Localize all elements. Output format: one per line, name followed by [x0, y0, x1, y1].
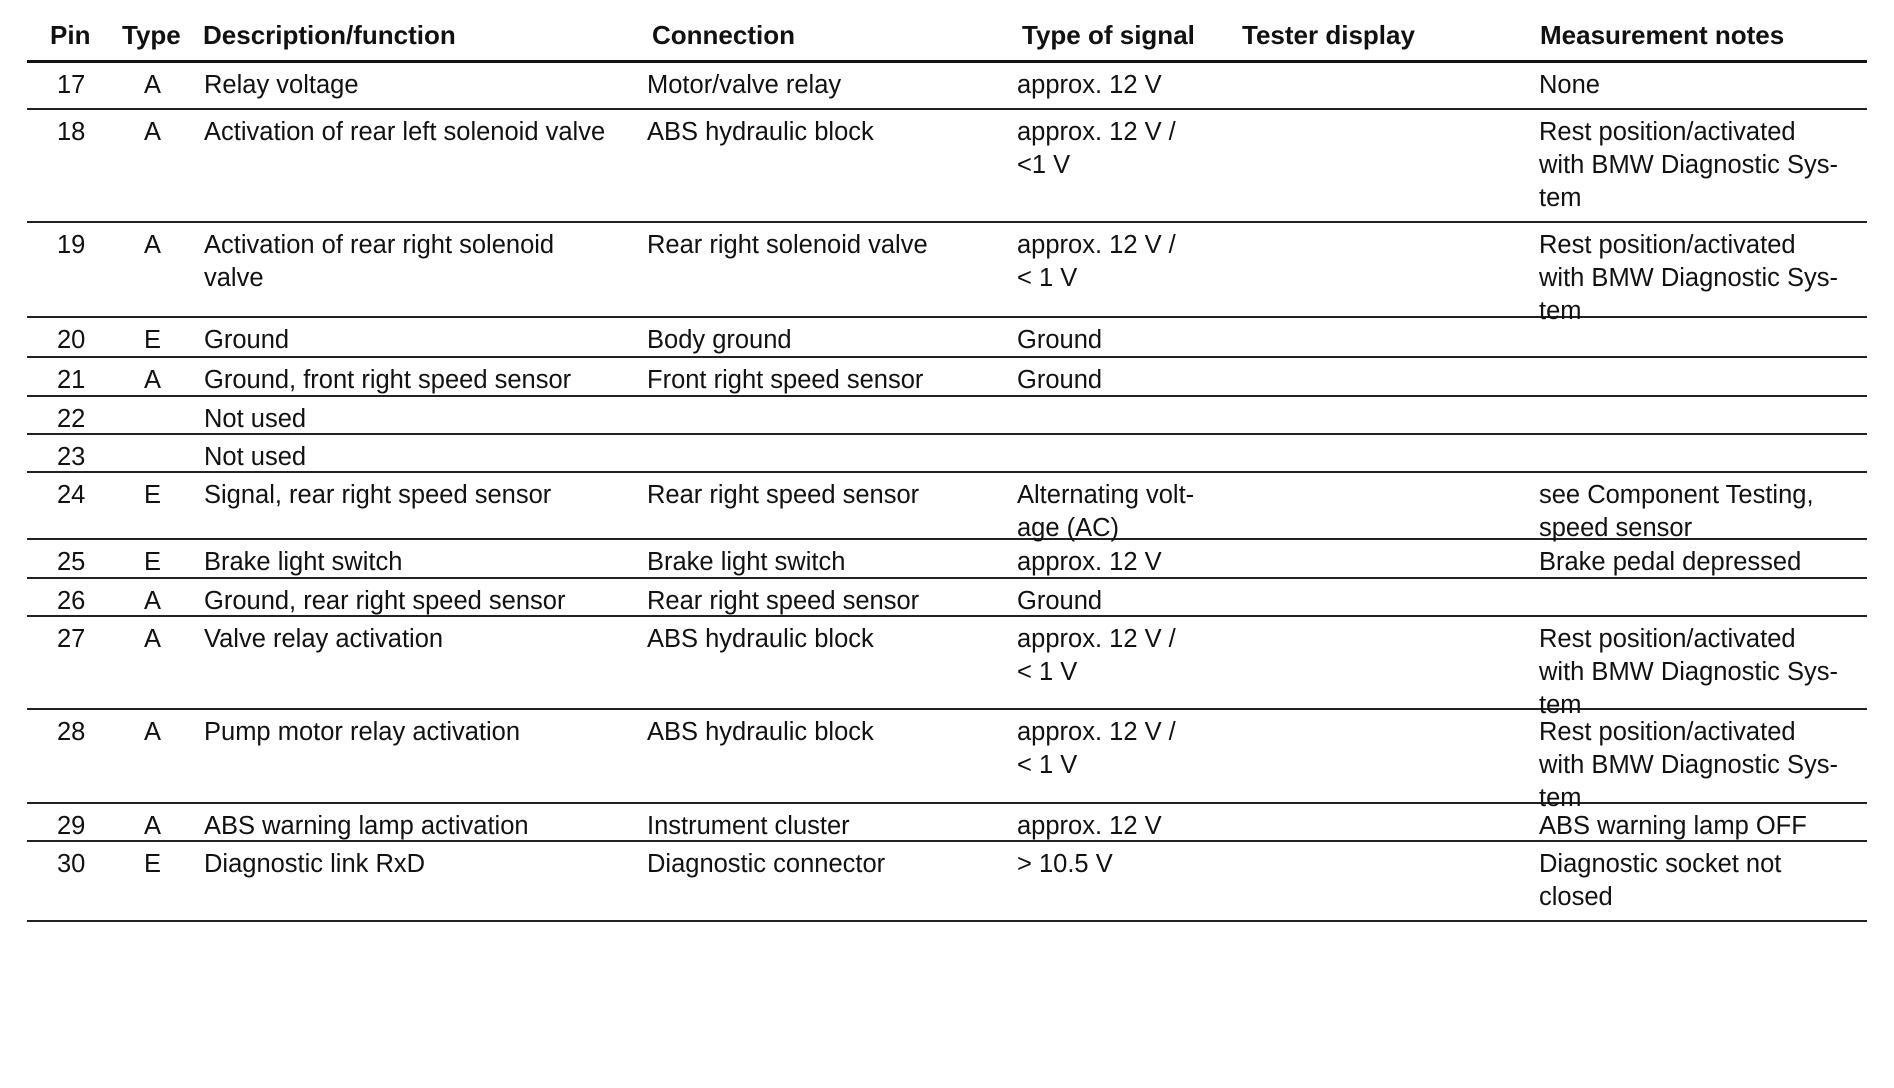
- cell-description: Activation of rear right solenoid valve: [204, 231, 555, 292]
- header-measurement-notes: Measurement notes: [1540, 20, 1785, 50]
- cell-measurement-notes: see Component Testing, speed sensor: [1539, 481, 1814, 542]
- table-row: [27, 318, 1867, 358]
- cell-measurement-notes: Rest position/activated with BMW Diagnostic Sys- tem: [1539, 231, 1838, 325]
- cell-measurement-notes: Rest position/activated with BMW Diagnostic Sys- tem: [1539, 625, 1838, 719]
- cell-pin: 21: [57, 366, 86, 394]
- cell-description: Signal, rear right speed sensor: [204, 481, 552, 509]
- cell-signal: approx. 12 V / < 1 V: [1017, 231, 1176, 292]
- cell-signal: approx. 12 V / < 1 V: [1017, 718, 1176, 779]
- table-row: [27, 435, 1867, 473]
- cell-pin: 19: [57, 231, 86, 259]
- cell-connection: Rear right speed sensor: [647, 481, 920, 509]
- cell-pin: 26: [57, 587, 86, 615]
- cell-pin: 28: [57, 718, 86, 746]
- table-header: [27, 8, 1867, 63]
- cell-description: Ground, front right speed sensor: [204, 366, 572, 394]
- cell-description: Activation of rear left solenoid valve: [204, 118, 606, 146]
- cell-connection: Motor/valve relay: [647, 71, 842, 99]
- cell-type: A: [144, 587, 162, 615]
- cell-measurement-notes: ABS warning lamp OFF: [1539, 812, 1807, 840]
- cell-signal: Alternating volt- age (AC): [1017, 481, 1195, 542]
- header-type: Type: [122, 20, 181, 50]
- cell-measurement-notes: Rest position/activated with BMW Diagnostic Sys- tem: [1539, 718, 1838, 812]
- table-row: [27, 804, 1867, 842]
- cell-type: E: [144, 850, 162, 878]
- table-row: [27, 63, 1867, 110]
- cell-pin: 30: [57, 850, 86, 878]
- cell-description: Ground, rear right speed sensor: [204, 587, 566, 615]
- cell-description: Ground: [204, 326, 290, 354]
- cell-pin: 22: [57, 405, 86, 433]
- cell-description: Diagnostic link RxD: [204, 850, 426, 878]
- table-row: [27, 397, 1867, 435]
- cell-pin: 24: [57, 481, 86, 509]
- pin-assignment-table: [27, 8, 1867, 922]
- cell-measurement-notes: None: [1539, 71, 1600, 99]
- cell-description: Relay voltage: [204, 71, 359, 99]
- cell-type: A: [144, 718, 162, 746]
- cell-description: Valve relay activation: [204, 625, 444, 653]
- cell-type: A: [144, 231, 162, 259]
- table-row: [27, 617, 1867, 719]
- cell-connection: Rear right speed sensor: [647, 587, 920, 615]
- cell-measurement-notes: Rest position/activated with BMW Diagnostic Sys- tem: [1539, 118, 1838, 212]
- cell-connection: ABS hydraulic block: [647, 718, 874, 746]
- table-row: [27, 540, 1867, 579]
- cell-pin: 29: [57, 812, 86, 840]
- cell-measurement-notes: Diagnostic socket not closed: [1539, 850, 1782, 911]
- cell-connection: Body ground: [647, 326, 792, 354]
- cell-measurement-notes: Brake pedal depressed: [1539, 548, 1802, 576]
- table-row: [27, 358, 1867, 397]
- table-row: [27, 710, 1867, 812]
- cell-pin: 23: [57, 443, 86, 471]
- cell-signal: approx. 12 V: [1017, 71, 1162, 99]
- cell-type: E: [144, 481, 162, 509]
- table-row: [27, 842, 1867, 922]
- cell-connection: Diagnostic connector: [647, 850, 886, 878]
- cell-pin: 18: [57, 118, 86, 146]
- header-description: Description/function: [203, 20, 456, 50]
- cell-type: A: [144, 71, 162, 99]
- cell-signal: Ground: [1017, 326, 1103, 354]
- header-tester-display: Tester display: [1242, 20, 1415, 50]
- header-pin: Pin: [50, 20, 91, 50]
- table-row: [27, 579, 1867, 617]
- cell-connection: ABS hydraulic block: [647, 118, 874, 146]
- cell-description: ABS warning lamp activation: [204, 812, 529, 840]
- table-row: [27, 473, 1867, 540]
- header-connection: Connection: [652, 20, 795, 50]
- cell-type: A: [144, 366, 162, 394]
- cell-connection: Front right speed sensor: [647, 366, 924, 394]
- table-body: [27, 63, 1867, 922]
- cell-connection: Instrument cluster: [647, 812, 850, 840]
- cell-description: Brake light switch: [204, 548, 403, 576]
- cell-signal: approx. 12 V: [1017, 812, 1162, 840]
- cell-signal: Ground: [1017, 366, 1103, 394]
- table-row: [27, 110, 1867, 223]
- cell-type: A: [144, 118, 162, 146]
- cell-type: E: [144, 326, 162, 354]
- cell-connection: Brake light switch: [647, 548, 846, 576]
- cell-connection: ABS hydraulic block: [647, 625, 874, 653]
- table-row: [27, 223, 1867, 325]
- cell-description: Not used: [204, 443, 307, 471]
- cell-pin: 25: [57, 548, 86, 576]
- cell-type: E: [144, 548, 162, 576]
- cell-pin: 20: [57, 326, 86, 354]
- cell-signal: approx. 12 V: [1017, 548, 1162, 576]
- cell-signal: approx. 12 V / < 1 V: [1017, 625, 1176, 686]
- cell-signal: > 10.5 V: [1017, 850, 1113, 878]
- cell-signal: Ground: [1017, 587, 1103, 615]
- cell-pin: 17: [57, 71, 86, 99]
- cell-description: Pump motor relay activation: [204, 718, 521, 746]
- cell-type: A: [144, 812, 162, 840]
- cell-description: Not used: [204, 405, 307, 433]
- cell-type: A: [144, 625, 162, 653]
- cell-signal: approx. 12 V / <1 V: [1017, 118, 1176, 179]
- cell-pin: 27: [57, 625, 86, 653]
- header-signal: Type of signal: [1022, 20, 1195, 50]
- cell-connection: Rear right solenoid valve: [647, 231, 928, 259]
